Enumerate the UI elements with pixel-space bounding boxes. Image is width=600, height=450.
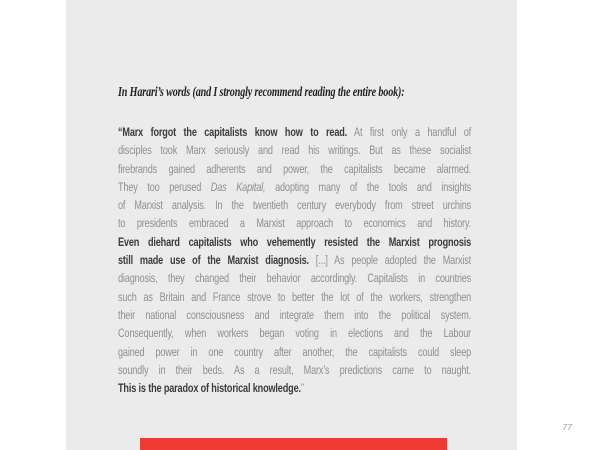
quote-segment-regular: At first only a handful of xyxy=(347,125,472,139)
quote-line xyxy=(118,141,471,159)
quote-paragraph xyxy=(118,123,471,397)
quote-line xyxy=(118,123,471,141)
quote-segment-regular: Consequently, when workers began voting in elections and the Labour xyxy=(118,326,472,341)
quote-segment-regular: ” xyxy=(300,381,304,396)
quote-segment-italic: Das Kapital, xyxy=(210,179,266,194)
quote-line xyxy=(118,196,471,214)
quote-line xyxy=(118,214,471,232)
quote-line xyxy=(118,178,471,196)
quote-segment-regular: [...] As people adopted the Marxist xyxy=(308,253,472,268)
quote-segment-bold: “Marx forgot the capitalists know how to read. xyxy=(118,125,348,139)
quote-segment-regular: of Marxist analysis. In the twentieth century everybody from street urchins xyxy=(118,198,472,213)
quote-segment-regular: disciples took Marx seriously and read his writings. But as these socialist xyxy=(118,143,472,158)
quote-line xyxy=(118,324,471,342)
quote-line xyxy=(118,288,471,306)
quote-line xyxy=(118,233,471,251)
slide-heading: In Harari’s words (and I strongly recommend reading the entire book): xyxy=(118,84,405,99)
page-number: 77 xyxy=(562,422,572,432)
quote-segment-regular: diagnosis, they changed their behavior accordingly. Capitalists in countries xyxy=(118,271,472,286)
quote-segment-regular: gained power in one country after another, the capitalists could sleep xyxy=(118,344,472,359)
red-accent-bar xyxy=(140,438,447,450)
quote-segment-regular: soundly in their beds. As a result, Marx’s predictions came to naught. xyxy=(118,362,472,377)
quote-segment-regular: such as Britain and France strove to better the lot of the workers, strengthen xyxy=(118,289,472,304)
quote-line xyxy=(118,343,471,361)
quote-line xyxy=(118,361,471,379)
quote-segment-bold: This is the paradox of historical knowledge. xyxy=(118,381,301,396)
quote-line xyxy=(118,269,471,287)
quote-line xyxy=(118,379,471,397)
quote-segment-regular: adopting many of the tools and insights xyxy=(265,179,472,194)
quote-line xyxy=(118,306,471,324)
quote-segment-bold: still made use of the Marxist diagnosis. xyxy=(118,253,309,268)
quote-segment-regular: their national consciousness and integrate them into the political system. xyxy=(118,307,472,322)
slide xyxy=(66,0,517,450)
quote-segment-regular: They too perused xyxy=(118,179,211,194)
quote-line xyxy=(118,160,471,178)
quote-line xyxy=(118,251,471,269)
quote-segment-regular: to presidents embraced a Marxist approach to economics and history. xyxy=(118,216,472,231)
quote-segment-regular: firebrands gained adherents and power, the capitalists became alarmed. xyxy=(118,161,472,176)
quote-segment-bold: Even diehard capitalists who vehemently resisted the Marxist prognosis xyxy=(118,234,472,249)
